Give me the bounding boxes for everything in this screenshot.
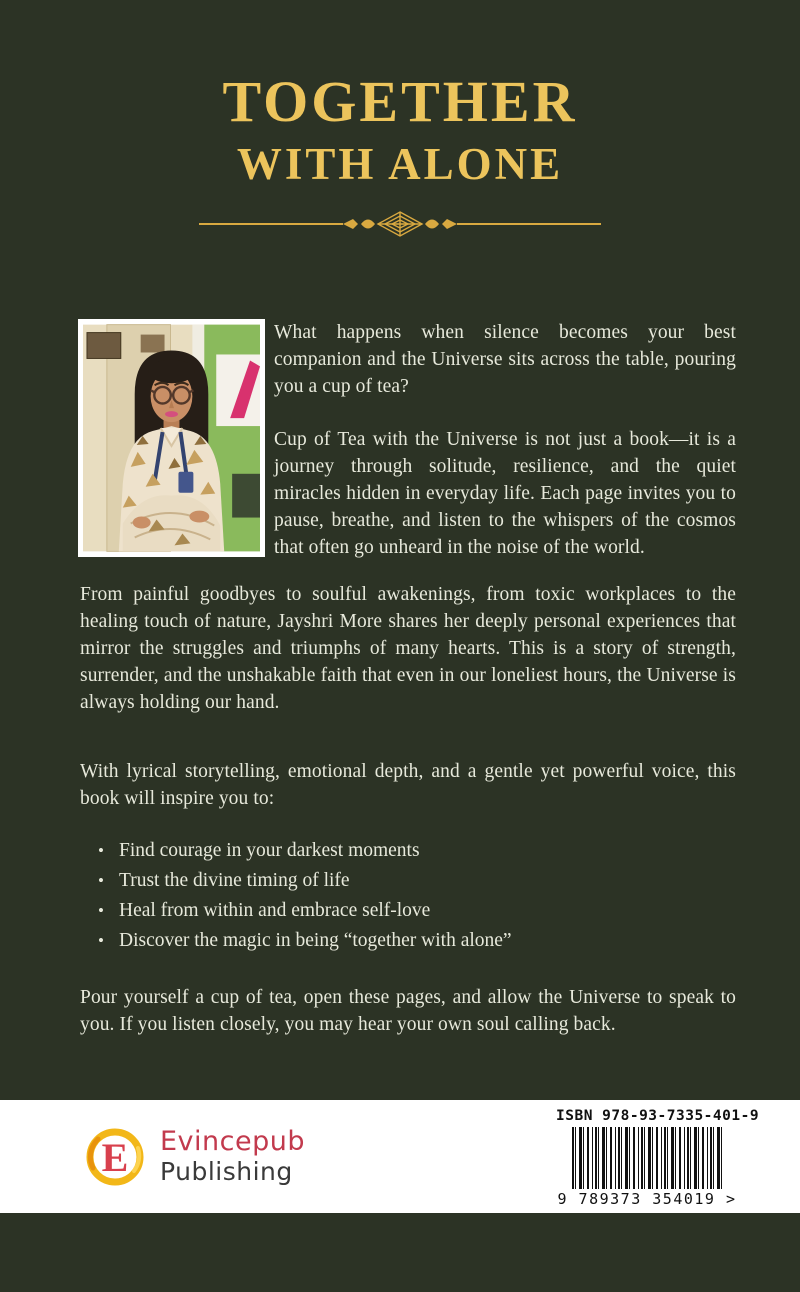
barcode-bars-icon [572,1127,722,1189]
list-item [98,926,736,956]
isbn-barcode [556,1106,760,1208]
flourish-divider-icon [195,210,605,238]
list-item [98,866,736,896]
list-item [98,836,736,866]
intro-paragraph-2: Cup of Tea with the Universe is not just a book—it is a journey through solitude, resilience, and the quiet miracles hidden in everyday life. Each page invites you to pause, breathe, and listen to the whispers of the cosmos that often go unheard in the noise of the world. [274,429,736,559]
author-portrait-illustration [83,324,260,552]
publisher-name: Evincepub [160,1125,305,1157]
list-item [98,896,736,926]
benefits-list [0,836,800,956]
publisher-logo-group [84,1126,305,1188]
list-item-text: Trust the divine timing of life [119,870,350,892]
main-paragraph: From painful goodbyes to soulful awakenings, from toxic workplaces to the healing touch of nature, Jayshri More shares her deeply personal experiences that mirror the struggles and triumphs of many hearts. This is a story of strength, surrender, and the unshakable faith that even in our loneliest hours, the Universe is always holding our hand. [80,584,736,714]
author-photo [78,319,265,557]
closing-paragraph: Pour yourself a cup of tea, open these pages, and allow the Universe to speak to you. If you listen closely, you may hear your own soul calling back. [80,987,736,1036]
title-block [0,0,800,188]
lead-in-paragraph: With lyrical storytelling, emotional depth, and a gentle yet powerful voice, this book will inspire you to: [80,761,736,810]
publisher-isbn-bar [0,1100,800,1213]
publisher-logo [84,1126,146,1188]
isbn-digits: 9 789373 354019 > [557,1189,737,1208]
logo-letter: E [101,1134,129,1180]
intro-paragraphs [274,319,736,561]
intro-paragraph-1: What happens when silence becomes your best companion and the Universe sits across the table, pouring you a cup of tea? [274,322,736,398]
publisher-names [160,1125,305,1187]
ornamental-divider [0,210,800,243]
publisher-subtitle: Publishing [160,1157,293,1187]
list-item-text: Heal from within and embrace self-love [119,900,431,922]
list-item-text: Discover the magic in being “together with alone” [119,930,512,952]
book-title-line2: WITH ALONE [236,138,564,189]
isbn-label: ISBN 978-93-7335-401-9 [556,1107,760,1124]
intro-section [0,319,800,561]
book-title-line1: TOGETHER [222,69,578,134]
list-item-text: Find courage in your darkest moments [119,840,420,862]
